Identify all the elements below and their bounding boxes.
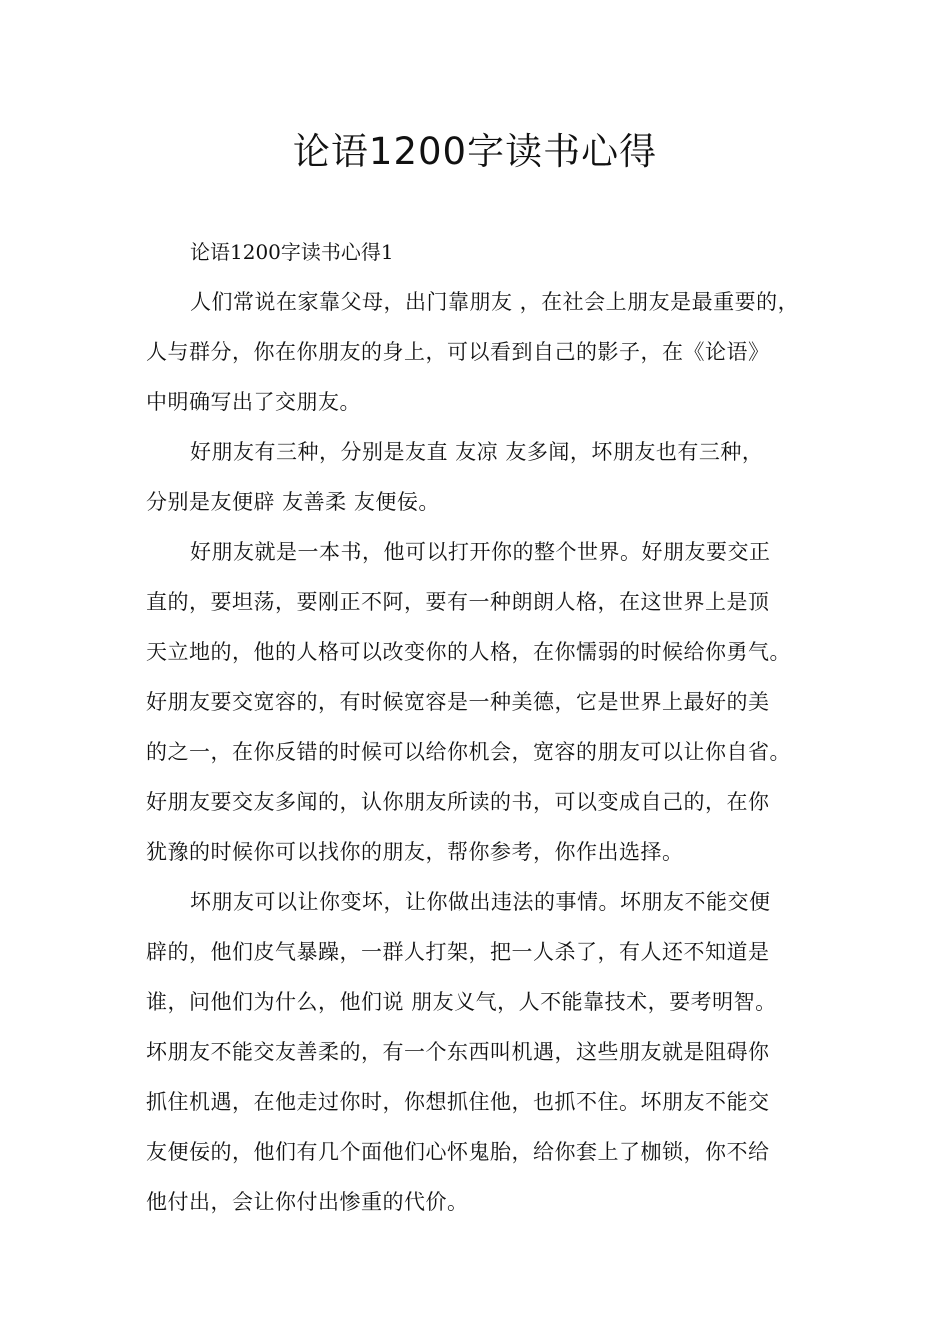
body-line: 人与群分，你在你朋友的身上，可以看到自己的影子，在《论语》 — [146, 340, 770, 364]
body-line: 坏朋友不能交友善柔的，有一个东西叫机遇，这些朋友就是阻碍你 — [146, 1040, 770, 1064]
body-line: 好朋友就是一本书，他可以打开你的整个世界。好朋友要交正 — [190, 540, 771, 564]
body-line: 好朋友要交宽容的，有时候宽容是一种美德，它是世界上最好的美 — [146, 690, 770, 714]
section-heading: 论语1200字读书心得1 — [190, 240, 394, 264]
body-line: 谁，问他们为什么，他们说 朋友义气，人不能靠技术，要考明智。 — [146, 990, 777, 1014]
body-line: 的之一，在你反错的时候可以给你机会，宽容的朋友可以让你自省。 — [146, 740, 791, 764]
body-line: 犹豫的时候你可以找你的朋友，帮你参考，你作出选择。 — [146, 840, 684, 864]
body-line: 友便佞的，他们有几个面他们心怀鬼胎，给你套上了枷锁，你不给 — [146, 1140, 770, 1164]
body-line: 他付出，会让你付出惨重的代价。 — [146, 1190, 469, 1214]
body-line: 辟的，他们皮气暴躁，一群人打架，把一人杀了，有人还不知道是 — [146, 940, 770, 964]
body-line: 人们常说在家靠父母，出门靠朋友 ，在社会上朋友是最重要的， — [190, 290, 800, 314]
body-line: 直的，要坦荡，要刚正不阿，要有一种朗朗人格，在这世界上是顶 — [146, 590, 770, 614]
body-line: 好朋友有三种，分别是友直 友凉 友多闻，坏朋友也有三种， — [190, 440, 764, 464]
body-line: 抓住机遇，在他走过你时，你想抓住他，也抓不住。坏朋友不能交 — [146, 1090, 770, 1114]
body-line: 好朋友要交友多闻的，认你朋友所读的书，可以变成自己的，在你 — [146, 790, 770, 814]
body-line: 中明确写出了交朋友。 — [146, 390, 361, 414]
body-line: 分别是友便辟 友善柔 友便佞。 — [146, 490, 440, 514]
body-line: 天立地的，他的人格可以改变你的人格，在你懦弱的时候给你勇气。 — [146, 640, 791, 664]
document-title: 论语1200字读书心得 — [292, 130, 658, 173]
body-line: 坏朋友可以让你变坏，让你做出违法的事情。坏朋友不能交便 — [190, 890, 771, 914]
